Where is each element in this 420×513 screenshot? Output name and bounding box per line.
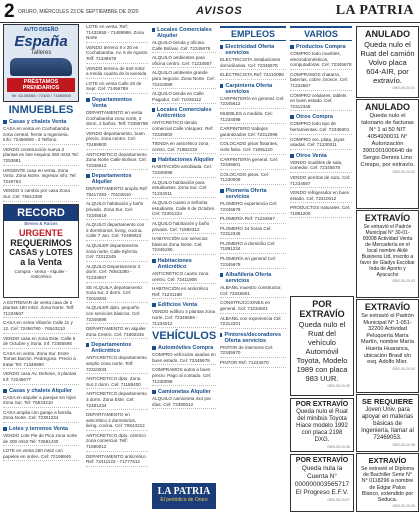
notice-body: Queda nulo el talonario de facturas N° 1 al 50 NIT 4054930011 N° Autorización 3901001006640 de Sergio Dennis Lino Crespo, por extravío.: [360, 113, 415, 168]
list-item: VENDO edificio 4 plantas zona norte. Cel: 72345666 - 71234012: [152, 309, 216, 328]
list-item: ALBAÑIL maestro constructor. Cel: 72345601: [220, 285, 286, 298]
notice-code: OBS-00-20-06: [327, 445, 350, 449]
notice-code: OBS-00-20-08: [392, 443, 415, 447]
bullet-icon: [152, 303, 156, 307]
page-number: 2: [4, 1, 15, 22]
list-item: DEPARTAMENTO en venta Cochabamba zona norte, 2 dorm, 2 baños, Telf: 73456789: [86, 110, 148, 129]
notice-box: [356, 394, 419, 452]
list-item: VENDO departamento, buen precio, zona centro. Cel: 72489900: [86, 131, 148, 150]
category-deptos-anticretico: [86, 342, 148, 354]
category-deptos-alquiler: [86, 173, 148, 185]
list-item: CARPINTERÍA general. Cel: 72345601: [220, 157, 286, 170]
bullet-icon: [290, 115, 294, 119]
list-item: ALQUILO cuarto a señorita estudiante. Calle 6 de Octubre. Cel: 72301234: [152, 200, 216, 219]
list-item: LOTE en venta 250 mts2 con papeles en orden. Cel: 72198846: [3, 448, 79, 461]
list-item: A ESTRENAR de venta casa de 2 plantas 180 mts2. Zona Norte. Telf: 71234567: [3, 300, 79, 319]
category-edificios-venta: [152, 302, 216, 308]
list-item: ANTICRETICO dpto. céntrico zona comercial. Telf: 71890012: [86, 433, 148, 452]
list-item: PLOMERÍA en general Cel: 72345678: [220, 256, 286, 269]
category-label: Habitaciones Anticrético: [157, 258, 192, 271]
list-item: TIENDA en anticrético zona centro. Cel: 71982233: [152, 141, 216, 154]
category-carpinteria: [220, 83, 286, 95]
notice-title: ANULADO: [365, 102, 410, 112]
list-item: COMPRO vehículos usados en buen estado. Cel: 72345678: [152, 352, 216, 365]
notice-code: OBS-00-20-02: [392, 170, 415, 174]
list-item: PINTOR Ref: 71234570: [220, 360, 286, 368]
list-item: ANTICRETICO departamento amplio zona norte. Telf: 72310033: [86, 355, 148, 374]
notice-title: POR EXTRAVÍO: [295, 457, 349, 464]
bullet-icon: [3, 389, 7, 393]
notice-title: EXTRAVÍO: [364, 302, 411, 312]
record-ad: [3, 204, 79, 298]
list-item: DEPARTAMENTO en alquiler Zona Centro. Cel: 71892345: [86, 326, 148, 339]
list-item: ALQUILO ambientes para oficina centro. Cel: 71234567: [152, 55, 216, 68]
list-item: ANTICRETICO departamento 3 dorm. Zona Este. Cel: 72481234: [86, 391, 148, 410]
notice-box: [356, 26, 419, 98]
notice-code: OBS-00-20-07: [327, 498, 350, 502]
list-item: ANTICRETICO tienda comercial Calle Vásquez. Ref: 72345600: [152, 120, 216, 139]
bullet-icon: [220, 273, 223, 277]
ad-l1: URGENTE: [18, 227, 63, 238]
list-item: PLOMERO 24 horas Cel: 72312345: [220, 226, 286, 239]
section-title: AVISOS: [196, 5, 243, 17]
list-item: PLOMERO experiencia Cel: 72345678: [220, 201, 286, 214]
list-item: ANTICRETICO dpto. Zona Sur 2 dorm. Cel: 71188400: [86, 376, 148, 389]
notice-body: Joven Univ. para apoyar en materias básicas de Ingeniería, llamar al 72469053.: [361, 407, 414, 441]
category-casas-alquiler: [3, 388, 79, 394]
footer-brand: LA PATRIA: [157, 486, 211, 497]
notice-box: [290, 398, 354, 452]
list-item: VENDO terreno 8 x 20 en Cochabamba. Av. 6 de Agosto Telf: 71346678: [86, 45, 148, 64]
list-item: COMPRO celulares, tablets en buen estado. Cel: 72312345: [290, 93, 352, 112]
list-item: VENDO terreno de 540 mts2 a media cuadra de la avenida: [86, 66, 148, 79]
notice-box: [356, 453, 419, 512]
category-label: Plomería Oferta servicios: [225, 187, 267, 200]
list-item: CONSTRUCCIONES en general. Cel: 71234501: [220, 300, 286, 313]
list-item: COMPRAMOS autos a buen precio. Pago al contado. Cel: 71230098: [152, 367, 216, 386]
category-deptos-venta: [86, 97, 148, 109]
list-item: COMPRO todo tipo de herramientas. Cel: 72345601: [290, 121, 352, 134]
notice-body: Se extravió el Padrón Municipal N° 30-01-00008 Actividad Venta de Mercadería en el local nombre Akilé Business Ltd, inscrito a favor de Gladys Escobar Inda de Aporto y Ayacucho: [360, 224, 415, 278]
bullet-icon: [3, 120, 7, 124]
list-item: URGENTE casa en venta. Zona Vinto. Zona Norte. Ingresar info: Tel: 7249763: [3, 168, 79, 187]
category-label: Electricidad Oferta servicios: [225, 44, 275, 56]
notice-body: Queda nula la Cuenta N° 000000003565717 El Progreso E.F.V.: [294, 465, 350, 496]
list-item: PINTOR de interiores Cel: 72345670: [220, 345, 286, 358]
list-item: ALBAÑIL con experiencia Cel: 72312201: [220, 316, 286, 329]
notice-code: OBS-00-20-05: [327, 384, 350, 388]
list-item: CASA en alquiler a parejas sin hijos Zona Sur. Tel: 76543210: [3, 395, 79, 408]
column-4: [220, 24, 286, 511]
category-label: Casas y chalets Venta: [9, 119, 67, 125]
category-label: Albañilería Oferta servicios: [225, 272, 272, 285]
bullet-icon: [86, 174, 90, 178]
notice-body: Se extravió el Diploma de Bachiller Serie N° N° 0118296 a nombre de Edgar Palos Blanco, extendido por Seduca.: [361, 466, 414, 504]
list-item: VENDO o cambio por casa Zona Sur. Cel: 76512390: [3, 188, 79, 201]
bullet-icon: [220, 189, 224, 193]
list-item: ALQUILO habitación y baño privado. Cel: 71892312: [152, 221, 216, 234]
ad-name: España: [14, 33, 68, 50]
list-item: ALQUILO Departamento 3 dorm. Cel: 76543280 - 71234567: [86, 264, 148, 283]
column-1: [3, 24, 79, 511]
bullet-icon: [86, 343, 89, 347]
category-locales-anticretico: [152, 107, 216, 119]
column-3: [152, 24, 216, 511]
category-electricidad: [220, 44, 286, 56]
category-otros-venta: [290, 153, 352, 159]
category-label: Casas y chalets Alquiler: [9, 387, 73, 394]
category-plomeria: [220, 188, 286, 200]
category-label: Departamentos Anticrético: [91, 342, 132, 355]
bullet-icon: [152, 108, 155, 112]
notice-box: [356, 299, 419, 393]
notice-body: Se extravió el Padrón Municipal N° 1-051-32200 Actividad Peluquería María Martín, nombre María Huerta Huaranca, ubicación Brasil s/n esq. Adolfo Mier.: [361, 313, 414, 366]
bullet-icon: [3, 427, 7, 431]
bullet-icon: [220, 84, 223, 88]
list-item: HABITACIÓN en anticrético Ref: 71231198: [152, 286, 216, 299]
notice-code: OBS-00-20-03: [392, 279, 415, 283]
list-item: COLOCADO pisos flotantes, cielo falso. Cel: 71891120: [220, 141, 286, 154]
list-item: ALQUILO habitación para estudiantes. Zona Sur. Cel: 71234011: [152, 180, 216, 199]
bullet-icon: [220, 333, 222, 337]
list-item: ALQUILER departamento zona norte, Calle Ejército. Cel: 72312345: [86, 243, 148, 262]
list-item: DEPARTAMENTO anticrético Ref: 72411123 - 71777612: [86, 454, 148, 467]
list-item: LOTE en venta. Ref: 71432655 - 71489966. Zona Norte: [86, 24, 148, 43]
bullet-icon: [290, 45, 294, 49]
bullet-icon: [86, 98, 90, 102]
notice-body: Queda nulo el Ruat del camión Volvo placa 604-AIR, por extravío.: [360, 40, 415, 85]
list-item: DEPARTAMENTO en anticrético 2 dormitorios, living, cocina. Cel: 76543212: [86, 412, 148, 431]
ad-l3: CASAS y LOTES: [9, 247, 73, 257]
bullet-icon: [290, 154, 294, 158]
category-habitaciones-anticretico: [152, 258, 216, 270]
list-item: VENDO perritos de raza. Cel: 71234567: [290, 175, 352, 188]
ad-l2: REQUERIMOS: [10, 237, 72, 248]
list-item: ANTICRETICO departamento Zona Norte Calle Bolívar. Cel: 72346612: [86, 152, 148, 171]
list-item: ALQUILO departamento con 2 dormitorios, living, cocina. Calle 7 Jun. Cel: 72489023: [86, 222, 148, 241]
ad-brand: RECORD: [4, 205, 78, 221]
list-item: DEPARTAMENTO amplio Ref: 78417283 - 70102810: [86, 186, 148, 199]
category-label: Habitaciones Alquiler: [158, 157, 215, 164]
list-item: ELECTRICISTA instalaciones domiciliarias. Cel: 72345678: [220, 57, 286, 70]
list-item: ALQUILO habitación y baño privado. Zona Sur. Cel: 72345619: [86, 201, 148, 220]
column-2: [86, 24, 148, 511]
category-label: Locales Comerciales Anticrético: [156, 107, 212, 120]
category-label: Automóviles Compra: [158, 345, 214, 352]
bullet-icon: [152, 259, 156, 263]
list-item: ALQUILO tienda y oficina. Calle Bolívar. Cel: 72345678: [152, 40, 216, 53]
list-item: HABITACIÓN con servicios básicos Zona Norte. Cel: 72345190: [152, 236, 216, 255]
category-productos-compra: [290, 44, 352, 50]
list-item: CARPINTERÍA en general. Cel: 72345612: [220, 96, 286, 109]
ad-sub: Bienes & Raíces: [24, 220, 58, 226]
notice-title: POR EXTRAVÍO: [295, 401, 349, 408]
category-habitaciones-alquiler: [152, 157, 216, 163]
ad-l5: Compra - Venta - Alquiler - Anticrético: [14, 268, 68, 279]
list-item: VENDO Lote Pie de Pica zona norte de 300 mts2 Tel: 72581430: [3, 433, 79, 446]
category-label: Otros Compra: [296, 114, 333, 121]
la-patria-footer-ad: [152, 483, 216, 509]
list-item: PLOMERO a domicilio Cel: 71891234: [220, 241, 286, 254]
newspaper-brand: LA PATRIA: [335, 3, 414, 18]
list-item: ELECTRICISTA Ref: 72410098: [220, 72, 286, 80]
list-item: VENDO casa Av. Dehene, 3 plantas. Inf: 72245677: [3, 371, 79, 384]
list-item: LOTE en venta Calle 26 de Sept. Cel: 71456789: [86, 81, 148, 94]
notice-body: Queda nulo el Ruat del minibús Toyota Hiace modelo 1992 con placa 2198 DXG.: [296, 409, 348, 443]
category-label: Carpintería Oferta servicios: [225, 82, 273, 95]
car-illustration: [10, 58, 72, 76]
list-item: PLOMERÍA Ref: 71234567: [220, 216, 286, 224]
list-item: ANTICRETICO cuarto zona centro. Cel: 72411908: [152, 271, 216, 284]
notice-title: SE REQUIERE: [361, 397, 414, 406]
bullet-icon: [152, 390, 156, 394]
category-label: Pintores/decoradores Oferta servicios: [224, 331, 282, 344]
list-item: ALQUILO ambiente grande para negocio. Zona Norte. Cel: 72410088: [152, 70, 216, 89]
list-item: COMPRO todo muebles, electrodomésticos, computadoras. Cel: 72345678: [290, 51, 352, 70]
category-label: Edificios Venta: [158, 302, 198, 309]
list-item: ALQUILO tienda en Calle Pagador. Cel: 71045112: [152, 91, 216, 104]
ad-sub: Talleres: [30, 50, 52, 56]
category-label: Camionetas Alquiler: [158, 389, 211, 396]
column-5: [290, 24, 352, 274]
category-casas-venta: [3, 119, 79, 125]
vehiculos-heading: VEHÍCULOS: [152, 330, 216, 343]
category-label: Lotes y terrenos Venta: [9, 426, 68, 433]
notice-title: EXTRAVÍO: [364, 213, 411, 223]
list-item: VENDO muebles de sala, comedor. Cel: 72345678: [290, 160, 352, 173]
list-item: ALQUILER dpto. pequeño con servicios básicos. Cel: 72346598: [86, 305, 148, 324]
notice-box: [290, 296, 354, 396]
list-item: VENDO construcción nueva 3 plantas en lote esquina 360 mts2 Tel: 7253681: [3, 147, 79, 166]
category-automoviles-compra: [152, 345, 216, 351]
list-item: PRODUCTOS naturales. Cel: 71891200: [290, 205, 352, 218]
list-item: CARPINTERO trabajos garantizados Cel: 72312098: [220, 126, 286, 139]
ad-l4: a la Venta: [20, 256, 62, 267]
list-item: COMPRAMOS chatarra, baterías, cobre, bronce. Cel: 71234567: [290, 72, 352, 91]
notice-title: POR EXTRAVÍO: [299, 299, 345, 319]
bullet-icon: [220, 45, 223, 49]
header-date: ORURO, MIÉRCOLES 23 DE SEPTIEMBRE DE 2020: [18, 9, 139, 15]
inmuebles-heading: INMUEBLES: [8, 104, 74, 116]
notice-code: OBS-00-20-04: [392, 366, 415, 371]
notice-box: [290, 454, 354, 512]
category-label: Departamentos Venta: [91, 96, 133, 109]
list-item: SE ALQUILA departamento zona sur, 2 dorm. Cel: 72019283: [86, 285, 148, 304]
category-otros-compra: [290, 114, 352, 120]
empleos-heading: EMPLEOS: [220, 26, 286, 41]
category-locales-alquiler: [152, 27, 216, 39]
notice-title: ANULADO: [365, 29, 410, 39]
notice-box: [356, 210, 419, 298]
notice-title: EXTRAVÍO: [368, 456, 407, 465]
category-label: Productos Compra: [296, 44, 346, 50]
notice-code: OBS-00-20-09: [392, 504, 415, 509]
notice-code: OBS-00-20-01: [392, 86, 415, 90]
list-item: VENDO casa en zona Este. Calle 6 de Octubre y Soria. Inf: 72485566: [3, 336, 79, 349]
category-albanileria: [220, 272, 286, 284]
category-lotes-venta: [3, 426, 79, 432]
category-pintores: [220, 332, 286, 344]
notice-body: Queda nulo el Ruat del vehículo Automóvil Toyota, Modelo 1989 con placa 983 UUR.: [296, 320, 348, 383]
list-item: COLOCADO pisos. Cel: 71230009: [220, 172, 286, 185]
list-item: COMPRO oro, plata, joyas usadas. Cel: 71230011: [290, 137, 352, 150]
category-label: Locales Comerciales Alquiler: [157, 27, 212, 39]
page-header: [0, 0, 420, 23]
ad-promo: PRÉSTAMOS PRENDARIOS: [7, 78, 75, 92]
list-item: MUEBLES a medida. Cel: 71234098: [220, 111, 286, 124]
list-item: CASA en venta Villazón Calle 11 y 12. Cel: 72456780 - 76543210: [3, 320, 79, 333]
notice-box: [356, 99, 419, 209]
category-camionetas-alquiler: [152, 389, 216, 395]
ad-phones: Tel: 52-55550 / 72483 / 71850500: [11, 93, 71, 98]
category-label: Departamentos Alquiler: [91, 173, 132, 186]
bullet-icon: [152, 28, 155, 32]
ad-title: AUTO DISEÑO: [23, 27, 59, 33]
list-item: CASA en venta en Cochabamba zona central, frente a Ingenieria. Info: 72456889 - 2 Telfono.: [3, 126, 79, 145]
bullet-icon: [152, 158, 156, 162]
bullet-icon: [152, 346, 156, 350]
category-label: Otros Venta: [296, 152, 327, 159]
varios-heading: VARIOS: [290, 26, 352, 41]
footer-tag: El periódico de Oruro: [160, 497, 208, 503]
auto-diseno-ad: [3, 24, 79, 102]
list-item: HABITACIÓN amoblada. Cel: 72345098: [152, 164, 216, 177]
list-item: ALQUILO camioneta 4x4 por días. Cel: 72390012: [152, 396, 216, 409]
list-item: VENDO refrigerador en buen estado. Cel: 72310012: [290, 190, 352, 203]
list-item: CASA en venta. Zona Sur. Entre Tomas Barrón. Pedregoso. Precio a tratar Tel: 71348890: [3, 351, 79, 370]
list-item: CASA amplia con garaje a familia. Zona Norte. Cel: 72301234: [3, 410, 79, 423]
